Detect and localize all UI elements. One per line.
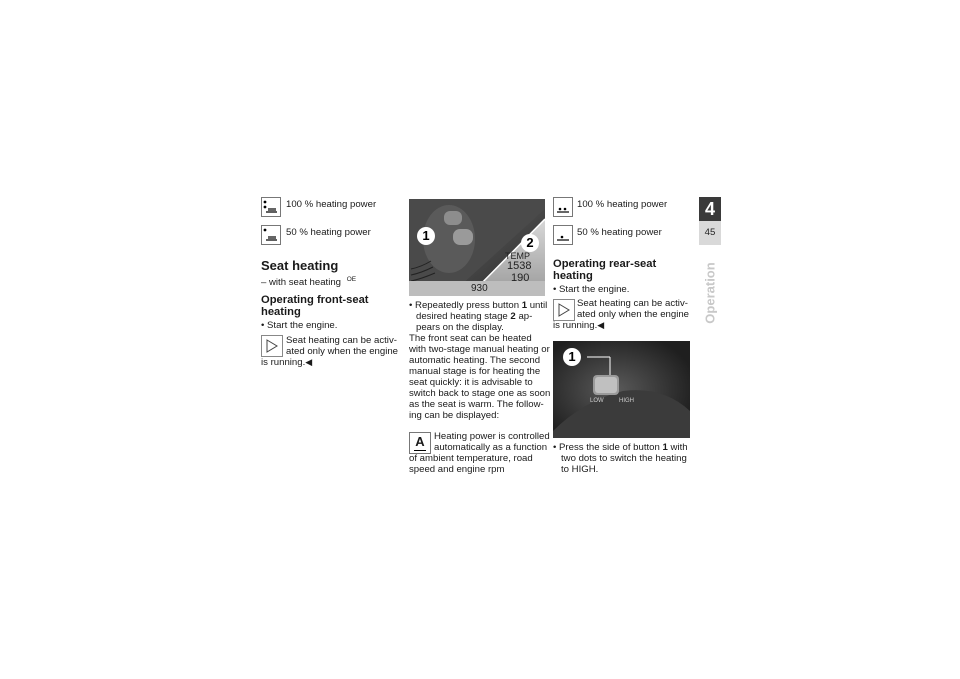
page-number: 45	[699, 221, 721, 245]
switch-low-label: LOW	[590, 398, 604, 404]
rear-icon-50-label: 50 % heating power	[577, 227, 662, 238]
rear-heading-line1: Operating rear-seat	[553, 258, 657, 270]
display-top-value: 1538	[507, 260, 532, 272]
callout-2: 2	[521, 234, 539, 252]
step-text-a: Repeatedly press button	[415, 300, 520, 311]
auto-heating-icon: A	[409, 432, 431, 454]
rear-note-line2: ated only when the engine	[577, 309, 690, 320]
rear-step-line2: two dots to switch the heating	[561, 453, 687, 464]
rear-callout-1: 1	[563, 348, 581, 366]
rear-note-line1: Seat heating can be activ-	[577, 298, 688, 309]
note-line3	[261, 357, 312, 368]
para-line8: ing can be displayed:	[409, 410, 500, 421]
rear-note-icon	[553, 299, 575, 321]
note-line3-text: is running.	[261, 357, 306, 368]
step-text-d: ap-	[518, 311, 533, 322]
display-bottom-value: 930	[471, 283, 488, 294]
step-text-c: desired heating stage	[416, 311, 508, 322]
subtitle	[261, 274, 356, 288]
auto-line3: of ambient temperature, road	[409, 453, 533, 464]
front-heading-line2: heating	[261, 306, 301, 318]
seat-heat-100-icon	[261, 197, 281, 217]
end-mark-icon: ◀	[305, 357, 313, 367]
step-text-b: until	[529, 300, 548, 311]
switch-high-label: HIGH	[619, 398, 634, 404]
step-start-engine: • Start the engine.	[261, 320, 337, 331]
auto-line1: Heating power is controlled	[434, 431, 550, 442]
icon-50-label: 50 % heating power	[286, 227, 371, 238]
rear-heading-line2: heating	[553, 270, 593, 282]
front-heading-line1: Operating front-seat	[261, 294, 369, 306]
para-line7: as the seat is warm. The follow-	[409, 399, 544, 410]
rear-icon-100-label: 100 % heating power	[577, 199, 668, 210]
rear-note-line3	[553, 320, 604, 331]
page-title: Seat heating	[261, 258, 339, 273]
oe-mark: OE	[346, 276, 357, 283]
note-icon	[261, 335, 283, 357]
auto-line4: speed and engine rpm	[409, 464, 505, 475]
rear-heat-100-icon	[553, 197, 573, 217]
rear-step-start-engine: • Start the engine.	[553, 284, 629, 295]
para-line5: seat quickly: it is advisable to	[409, 377, 533, 388]
rear-note-line3-text: is running.	[553, 320, 598, 331]
step-num-1: 1	[521, 300, 528, 311]
display-mid-value: 190	[511, 272, 530, 284]
para-line6: switch back to stage one as soon	[409, 388, 551, 399]
rear-step-line3: to HIGH.	[561, 464, 599, 475]
rear-end-mark-icon: ◀	[597, 320, 605, 330]
auto-line2: automatically as a function	[434, 442, 548, 453]
step-press-button	[409, 300, 547, 311]
para-line2: with two-stage manual heating or	[409, 344, 550, 355]
section-label: Operation	[702, 262, 718, 324]
rear-heat-50-icon	[553, 225, 573, 245]
step-line3: pears on the display.	[416, 322, 504, 333]
chapter-tab: 4	[699, 197, 721, 221]
icon-100-label: 100 % heating power	[286, 199, 377, 210]
rear-step-press	[553, 442, 688, 453]
rear-step-num: 1	[662, 442, 668, 453]
section-label-wrap	[700, 248, 720, 338]
para-line1: The front seat can be heated	[409, 333, 532, 344]
rear-step-text-a: Press the side of button	[559, 442, 660, 453]
rear-switch-photo	[553, 341, 690, 438]
dashboard-photo	[409, 199, 545, 296]
seat-heat-50-icon	[261, 225, 281, 245]
note-line1: Seat heating can be activ-	[286, 335, 397, 346]
para-line3: automatic heating. The second	[409, 355, 541, 366]
step-num-2: 2	[510, 311, 516, 322]
step-line2	[416, 311, 532, 322]
callout-1: 1	[417, 227, 435, 245]
rear-step-text-b: with	[670, 442, 688, 453]
para-line4: manual stage is for heating the	[409, 366, 541, 377]
subtitle-text: – with seat heating	[261, 277, 342, 289]
note-line2: ated only when the engine	[286, 346, 399, 357]
display-temp-word: TEMP	[505, 251, 531, 261]
